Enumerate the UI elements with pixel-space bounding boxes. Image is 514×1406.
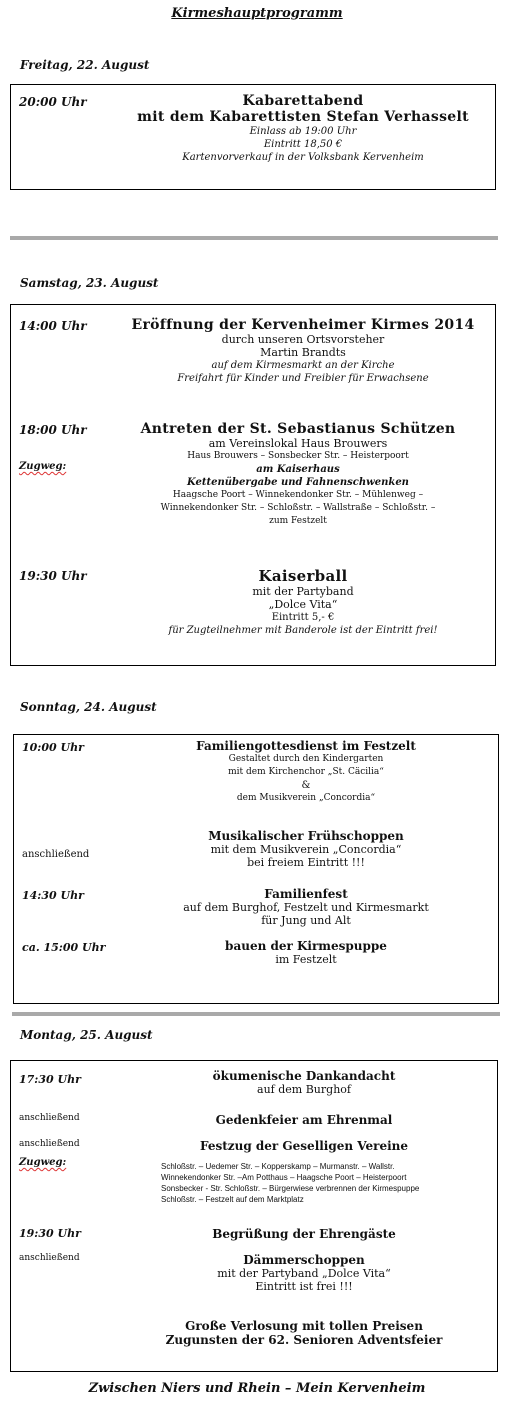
event-detail: zum Festzelt — [269, 516, 327, 526]
event-detail: bei freiem Eintritt !!! — [247, 856, 365, 869]
event-detail-bold: am Kaiserhaus — [256, 464, 340, 475]
event-block — [124, 739, 488, 805]
route-block — [161, 1161, 419, 1205]
event-detail: & — [301, 780, 311, 791]
day-heading-saturday: Samstag, 23. August — [20, 276, 159, 290]
event-time: 17:30 Uhr — [19, 1073, 81, 1086]
event-detail: mit der Partyband „Dolce Vita“ — [217, 1267, 391, 1280]
event-detail: Eintritt 5,- € — [271, 612, 335, 623]
closing-block — [121, 1319, 487, 1347]
event-block — [124, 887, 488, 927]
event-detail: auf dem Burghof, Festzelt und Kirmesmarkt — [183, 901, 429, 914]
zugweg-label: Zugweg: — [19, 461, 67, 472]
event-block — [121, 317, 485, 385]
event-time: 19:30 Uhr — [19, 1227, 81, 1240]
route-line: Schloßstr. – Festzelt auf dem Marktplatz — [161, 1195, 304, 1204]
route-line: Schloßstr. – Uedemer Str. – Kopperskamp – Murmanstr. – Wallstr. — [161, 1162, 395, 1171]
event-block — [111, 421, 485, 528]
event-detail: dem Musikverein „Concordia“ — [236, 793, 376, 803]
closing-line: Große Verlosung mit tollen Preisen — [185, 1319, 423, 1333]
event-block — [124, 939, 488, 966]
event-detail: Gestaltet durch den Kindergarten — [228, 754, 384, 764]
event-block — [121, 1113, 487, 1127]
event-detail: „Dolce Vita“ — [268, 598, 338, 611]
event-time: 18:00 Uhr — [19, 423, 87, 437]
event-headline: bauen der Kirmespuppe — [225, 939, 387, 953]
zugweg-label: Zugweg: — [19, 1157, 67, 1168]
event-headline: mit dem Kabarettisten Stefan Verhasselt — [137, 109, 469, 125]
day-heading-sunday: Sonntag, 24. August — [20, 700, 157, 714]
event-detail: im Festzelt — [275, 953, 337, 966]
event-time: anschließend — [19, 1139, 80, 1149]
day-heading-monday: Montag, 25. August — [20, 1028, 153, 1042]
event-headline: Musikalischer Frühschoppen — [208, 829, 404, 843]
event-detail: Martin Brandts — [260, 346, 346, 359]
event-block — [121, 1139, 487, 1153]
event-block — [121, 1069, 487, 1096]
event-block — [124, 829, 488, 869]
event-detail: auf dem Burghof — [257, 1083, 351, 1096]
event-time: 10:00 Uhr — [22, 741, 84, 754]
event-detail-bold: Kettenübergabe und Fahnenschwenken — [187, 477, 409, 488]
event-detail: Kartenvorverkauf in der Volksbank Kervenheim — [182, 152, 424, 163]
event-headline: Eröffnung der Kervenheimer Kirmes 2014 — [131, 317, 475, 333]
event-time: anschließend — [22, 849, 90, 860]
event-detail: Freifahrt für Kinder und Freibier für Erwachsene — [177, 373, 429, 384]
page-title: Kirmeshauptprogramm — [171, 6, 343, 21]
monday-box — [10, 1060, 498, 1372]
event-detail: Eintritt ist frei !!! — [255, 1280, 353, 1293]
route-line: Winnekendonker Str. –Am Potthaus – Haagsche Poort – Heisterpoort — [161, 1173, 407, 1182]
event-block — [121, 93, 485, 164]
event-headline: Gedenkfeier am Ehrenmal — [215, 1113, 393, 1127]
section-divider — [10, 236, 498, 240]
event-time: 19:30 Uhr — [19, 569, 87, 583]
event-headline: Kabarettabend — [242, 93, 364, 109]
friday-box — [10, 84, 496, 190]
event-block — [121, 567, 485, 637]
event-headline: Antreten der St. Sebastianus Schützen — [140, 421, 456, 437]
event-headline: ökumenische Dankandacht — [212, 1069, 396, 1083]
sunday-box — [13, 734, 499, 1004]
event-time: 20:00 Uhr — [19, 95, 87, 109]
route-line: Sonsbecker - Str. Schloßstr. – Bürgerwiese verbrennen der Kirmespuppe — [161, 1184, 420, 1193]
event-detail: durch unseren Ortsvorsteher — [221, 333, 385, 346]
footer-slogan: Zwischen Niers und Rhein – Mein Kervenheim — [88, 1381, 426, 1396]
event-time: ca. 15:00 Uhr — [22, 941, 106, 954]
event-headline: Festzug der Geselligen Vereine — [199, 1139, 409, 1153]
event-detail: Winnekendonker Str. – Schloßstr. – Wallstraße – Schloßstr. – — [160, 503, 436, 513]
event-block — [121, 1253, 487, 1293]
event-headline: Dämmerschoppen — [243, 1253, 365, 1267]
event-detail: mit der Partyband — [252, 585, 354, 598]
section-divider — [12, 1012, 500, 1016]
event-detail: am Vereinslokal Haus Brouwers — [208, 437, 388, 450]
event-detail: für Zugteilnehmer mit Banderole ist der Eintritt frei! — [168, 625, 438, 636]
event-time: anschließend — [19, 1113, 80, 1123]
event-time: 14:00 Uhr — [19, 319, 87, 333]
event-headline: Familienfest — [264, 887, 348, 901]
event-headline: Familiengottesdienst im Festzelt — [196, 739, 416, 753]
saturday-box — [10, 304, 496, 666]
day-heading-friday: Freitag, 22. August — [20, 58, 150, 72]
event-detail: mit dem Musikverein „Concordia“ — [210, 843, 402, 856]
event-detail: für Jung und Alt — [261, 914, 351, 927]
event-detail: Einlass ab 19:00 Uhr — [249, 126, 357, 137]
event-detail: Eintritt 18,50 € — [263, 139, 343, 150]
event-detail: Haagsche Poort – Winnekendonker Str. – Mühlenweg – — [172, 490, 424, 500]
event-block — [121, 1227, 487, 1241]
closing-line: Zugunsten der 62. Senioren Adventsfeier — [165, 1333, 443, 1347]
event-detail: mit dem Kirchenchor „St. Cäcilia“ — [228, 767, 384, 777]
event-time: 14:30 Uhr — [22, 889, 84, 902]
event-headline: Kaiserball — [258, 567, 348, 585]
event-time: anschließend — [19, 1253, 80, 1263]
event-detail: Haus Brouwers – Sonsbecker Str. – Heisterpoort — [187, 451, 409, 461]
event-headline: Begrüßung der Ehrengäste — [212, 1227, 396, 1241]
event-detail: auf dem Kirmesmarkt an der Kirche — [211, 360, 395, 371]
